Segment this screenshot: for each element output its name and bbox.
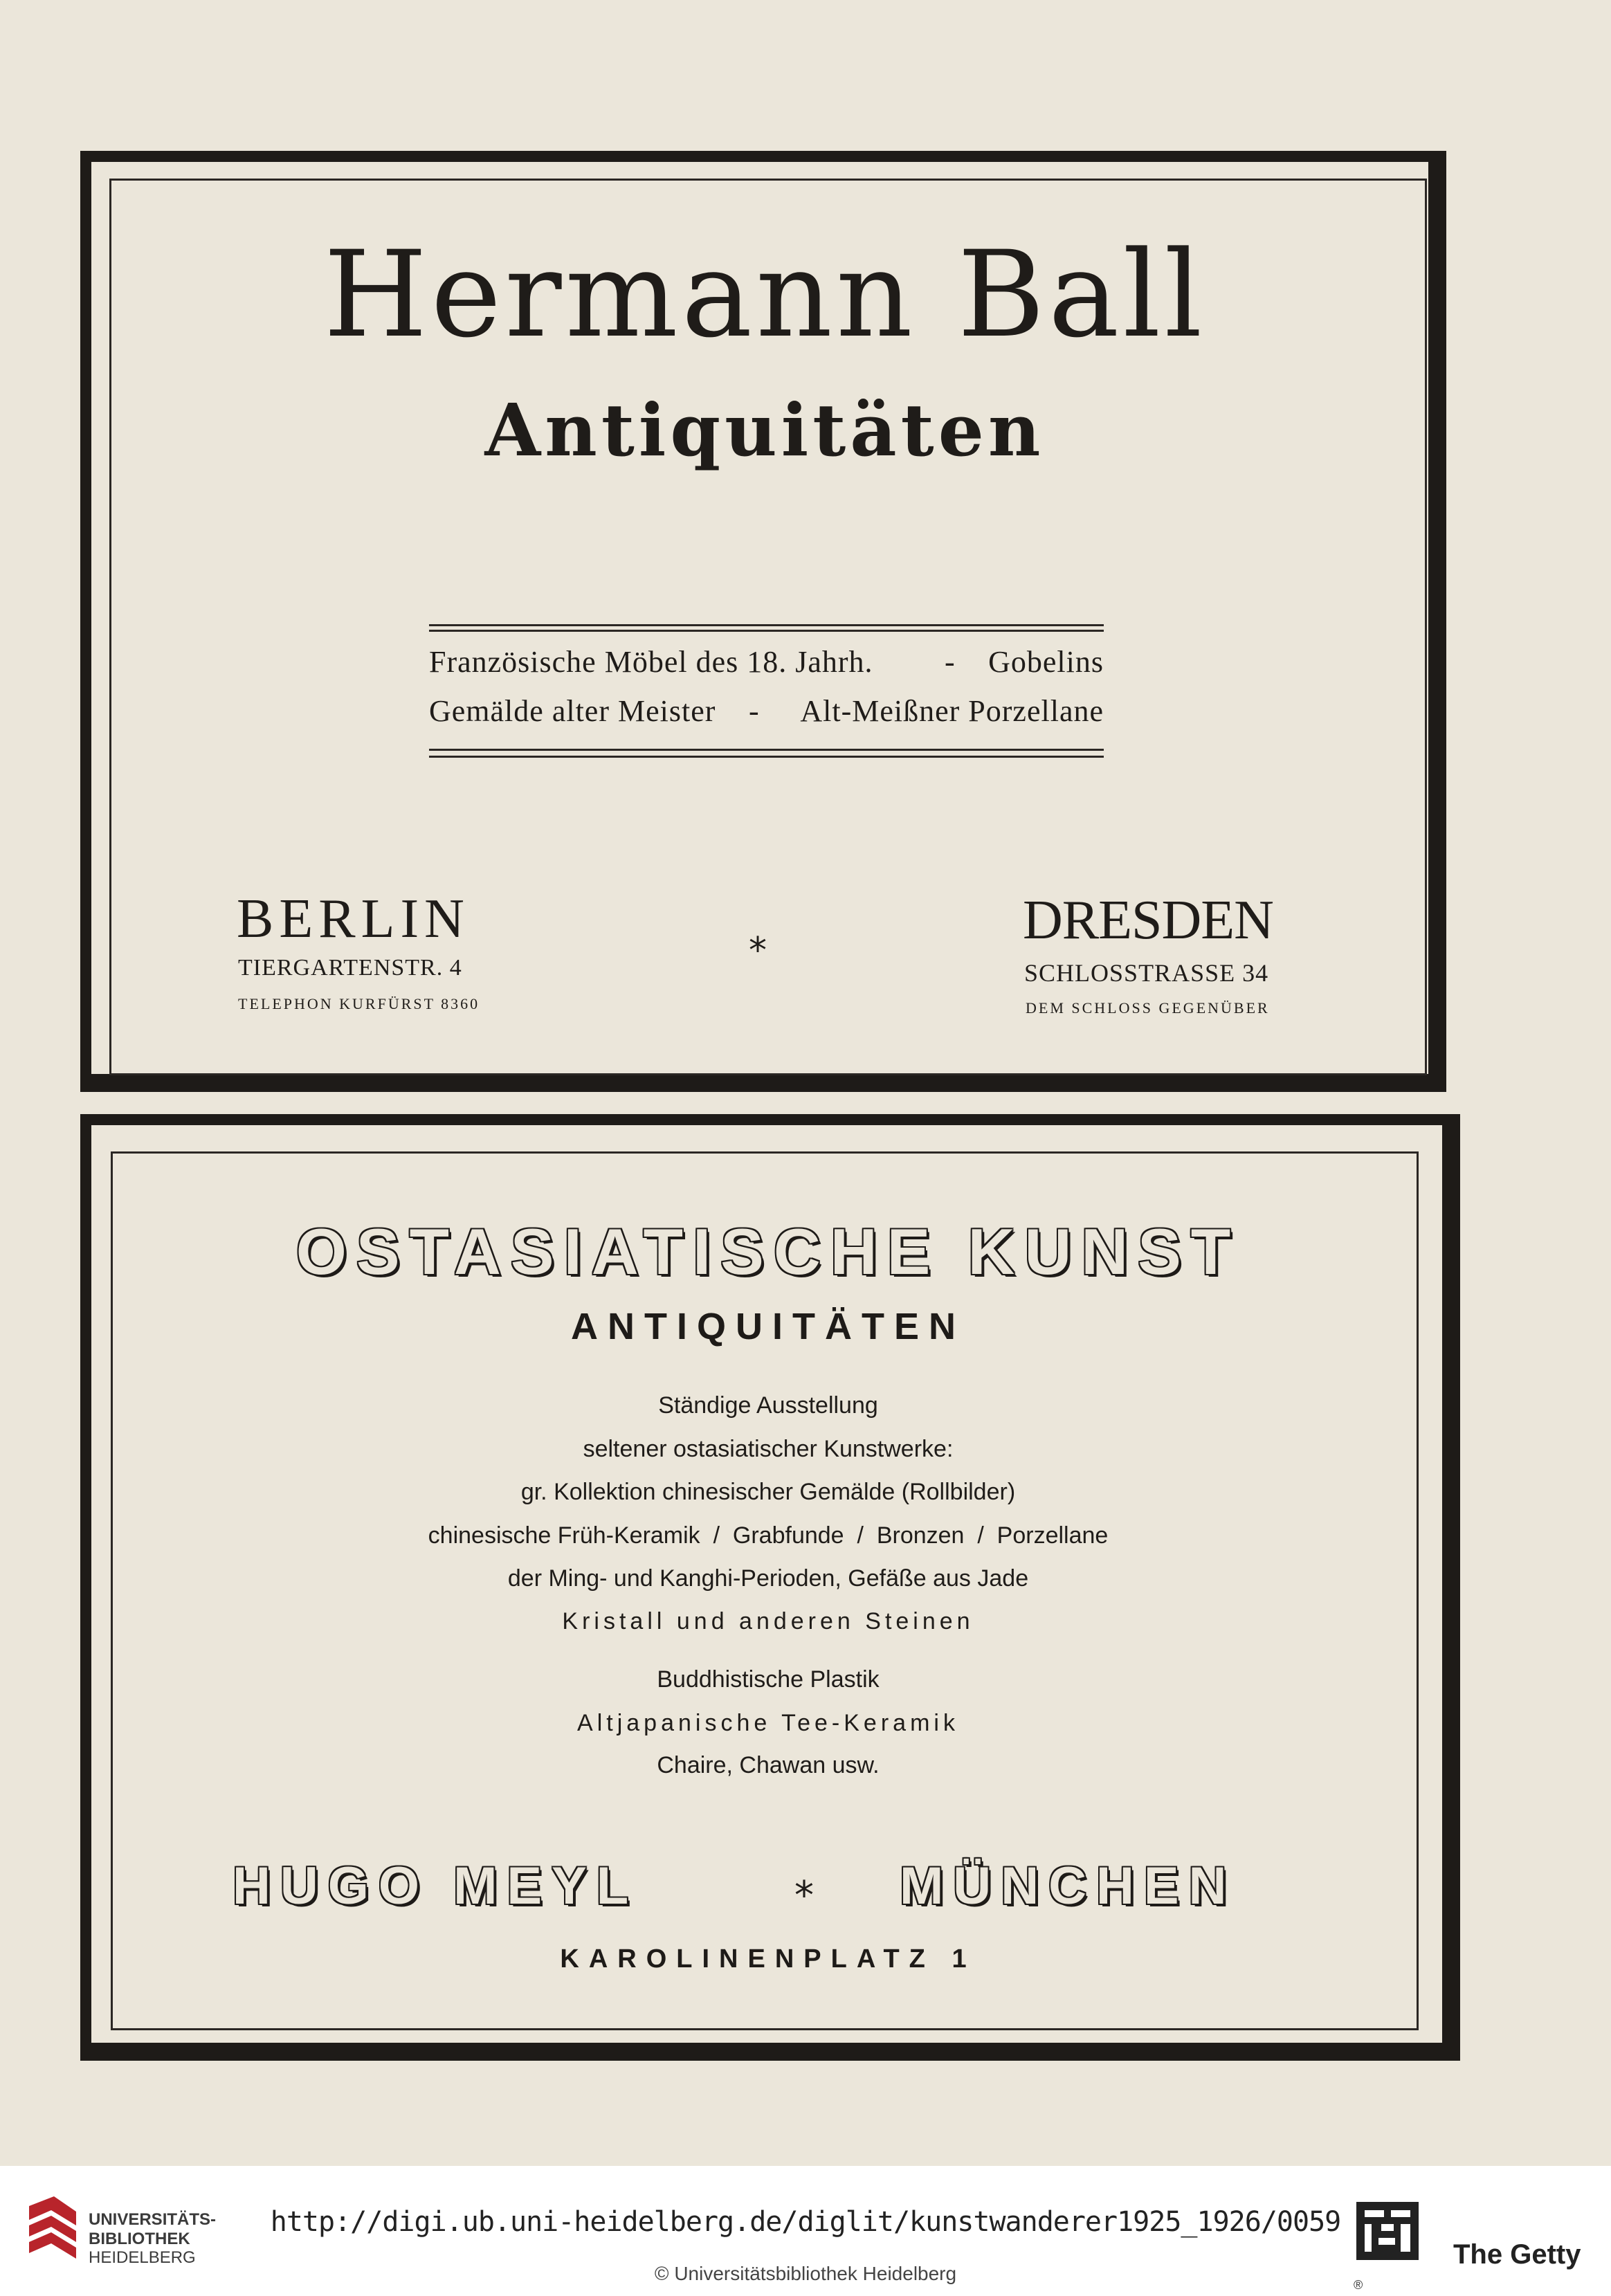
library-name-line1: UNIVERSITÄTS- xyxy=(89,2210,217,2229)
ad1-rule-bottom-thin xyxy=(429,749,1104,751)
copyright-notice: © Universitätsbibliothek Heidelberg xyxy=(654,2263,957,2284)
getty-registered-mark: ® xyxy=(1354,2278,1363,2292)
dresden-city: DRESDEN xyxy=(1023,890,1273,951)
specialty-separator: - xyxy=(749,694,760,728)
specialty-paintings: Gemälde alter Meister xyxy=(429,694,716,728)
ad1-specialties-line2 xyxy=(429,696,1104,731)
ad2-line-8: Altjapanische Tee-Keramik xyxy=(577,1710,959,1736)
ad2-subtitle: ANTIQUITÄTEN xyxy=(571,1306,965,1347)
ad1-rule-bottom xyxy=(429,756,1104,758)
permalink-url[interactable]: http://digi.ub.uni-heidelberg.de/diglit/kunstwanderer1925_1926/0059 xyxy=(270,2206,1341,2238)
getty-logo-icon xyxy=(1351,2198,1427,2274)
ad1-rule-top xyxy=(429,624,1104,626)
dresden-note: DEM SCHLOSS GEGENÜBER xyxy=(1026,999,1270,1017)
ad2-line-9: Chaire, Chawan usw. xyxy=(657,1752,880,1778)
ad2-line-7: Buddhistische Plastik xyxy=(657,1666,880,1693)
star-separator-icon: * xyxy=(749,930,767,972)
ad2-line-5: der Ming- und Kanghi-Perioden, Gefäße aus Jade xyxy=(507,1565,1029,1592)
getty-wordmark: The Getty xyxy=(1453,2239,1581,2270)
library-name-line2: BIBLIOTHEK xyxy=(89,2229,190,2248)
ad2-title: OSTASIATISCHE KUNST xyxy=(295,1215,1241,1288)
library-name-line3: HEIDELBERG xyxy=(89,2248,196,2268)
berlin-phone: TELEPHON KURFÜRST 8360 xyxy=(238,995,480,1012)
ad2-city: MÜNCHEN xyxy=(900,1857,1237,1915)
dresden-street: SCHLOSSTRASSE 34 xyxy=(1024,959,1269,987)
ad2-line-3: gr. Kollektion chinesischer Gemälde (Rollbilder) xyxy=(520,1479,1016,1505)
ad2-line-2: seltener ostasiatischer Kunstwerke: xyxy=(583,1436,954,1462)
ad2-address: KAROLINENPLATZ 1 xyxy=(560,1944,976,1974)
ad2-line-4: chinesische Früh-Keramik / Grabfunde / Bronzen / Porzellane xyxy=(428,1522,1109,1549)
berlin-street: TIERGARTENSTR. 4 xyxy=(238,955,462,981)
ad2-dealer-name: HUGO MEYL xyxy=(233,1857,639,1915)
specialty-gobelins: Gobelins xyxy=(988,645,1104,679)
ad2-line-6: Kristall und anderen Steinen xyxy=(562,1608,974,1634)
ad1-title: Hermann Ball xyxy=(323,225,1206,364)
berlin-city: BERLIN xyxy=(237,889,470,949)
specialty-porcelain: Alt-Meißner Porzellane xyxy=(800,694,1104,728)
specialty-furniture: Französische Möbel des 18. Jahrh. xyxy=(429,645,873,679)
ad1-specialties-line1 xyxy=(429,647,1104,682)
ad2-line-1: Ständige Ausstellung xyxy=(658,1392,878,1419)
specialty-separator: - xyxy=(945,645,956,679)
ad1-subtitle: Antiquitäten xyxy=(484,388,1045,473)
ad1-rule-top-thin xyxy=(429,630,1104,632)
star-separator-icon: * xyxy=(794,1873,814,1918)
